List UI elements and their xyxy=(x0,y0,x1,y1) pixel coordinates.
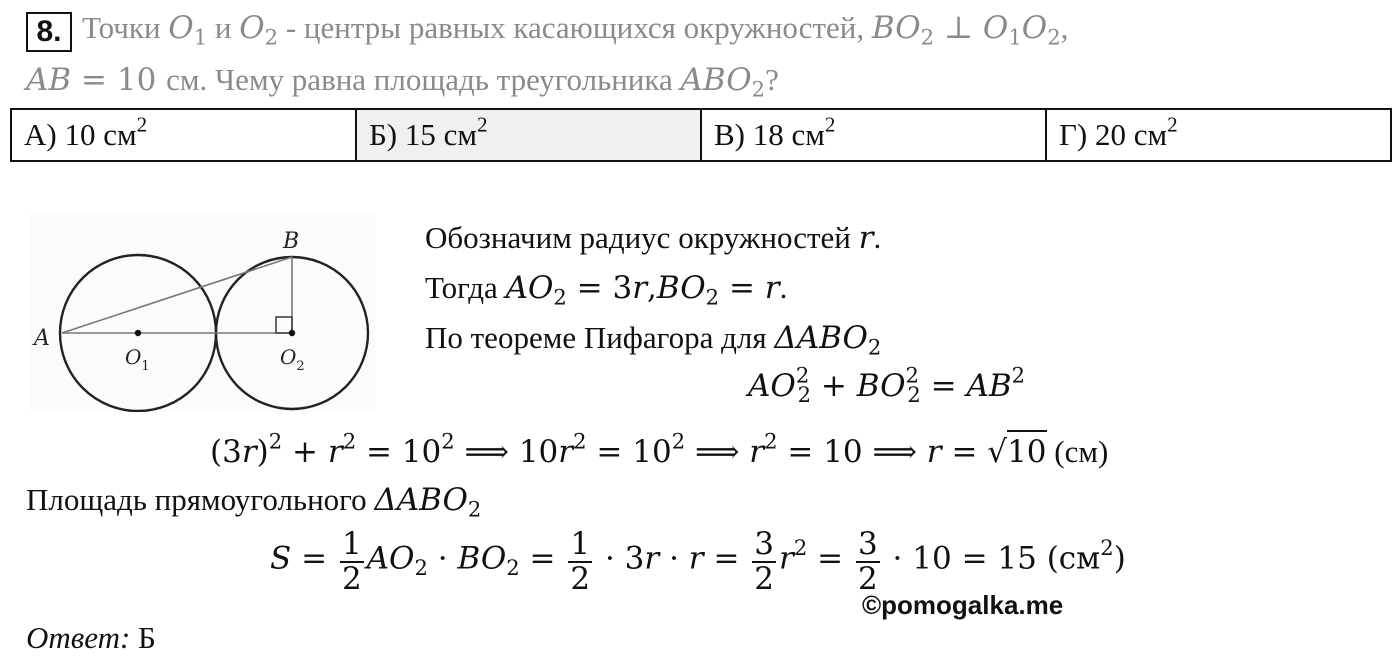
answer-option-c[interactable]: В) 18 $см^2$ xyxy=(701,109,1046,161)
solution-line-1: Обозначим радиус окружностей r. xyxy=(425,220,882,256)
geometry-figure xyxy=(30,212,375,412)
answer-option-b[interactable]: Б) 15 $см^2$ xyxy=(356,109,701,161)
solution-line-2: Тогда $AO_2 = 3r,BO_2 = r$. xyxy=(425,270,788,310)
area-formula: S = $\frac{1}{2}$ $AO_2 \cdot BO_2$ = $\frac{1}{2}$ · 3r · r = $\frac{3}{2}$ $r^2$ = $\frac{3}{2}$ · 10 = 15 $(см^2)$ xyxy=(270,526,1126,597)
answer-option-a[interactable]: А) 10 $см^2$ xyxy=(11,109,356,161)
pythagoras-formula: $AO^2_2 + BO^2_2 = AB^2$ xyxy=(748,362,1026,408)
task-text-line-2: AB = 10 см. Чему равна площадь треугольника $ABO_2$? xyxy=(26,62,779,102)
label-o2: $O_2$ xyxy=(280,345,305,374)
watermark: ©pomogalka.me xyxy=(862,590,1064,620)
answer-line: Ответ: Б xyxy=(26,620,156,655)
label-a: A xyxy=(34,326,50,351)
answer-options-table xyxy=(10,108,1392,162)
answer-option-d[interactable]: Г) 20 $см^2$ xyxy=(1046,109,1391,161)
task-text-line-1: Точки $O_1$ и $O_2$ - центры равных касающихся окружностей, $BO_2$ ⊥ $O_1O_2$, xyxy=(82,10,1069,50)
point-o2 xyxy=(289,330,295,336)
equation-chain: $(3r)^2 + r^2 = 10^2$ ⟹ $10r^2 = 10^2$ ⟹ $r^2 = 10$ ⟹ r = √10 (см) xyxy=(210,428,1109,470)
label-b: B xyxy=(283,229,300,254)
task-number: 8. xyxy=(26,12,72,52)
point-o1 xyxy=(135,330,141,336)
solution-line-3: По теореме Пифагора для $\Delta ABO_2$ xyxy=(425,320,882,360)
label-o1: $O_1$ xyxy=(125,345,150,374)
area-heading: Площадь прямоугольного $\Delta ABO_2$ xyxy=(26,482,482,522)
